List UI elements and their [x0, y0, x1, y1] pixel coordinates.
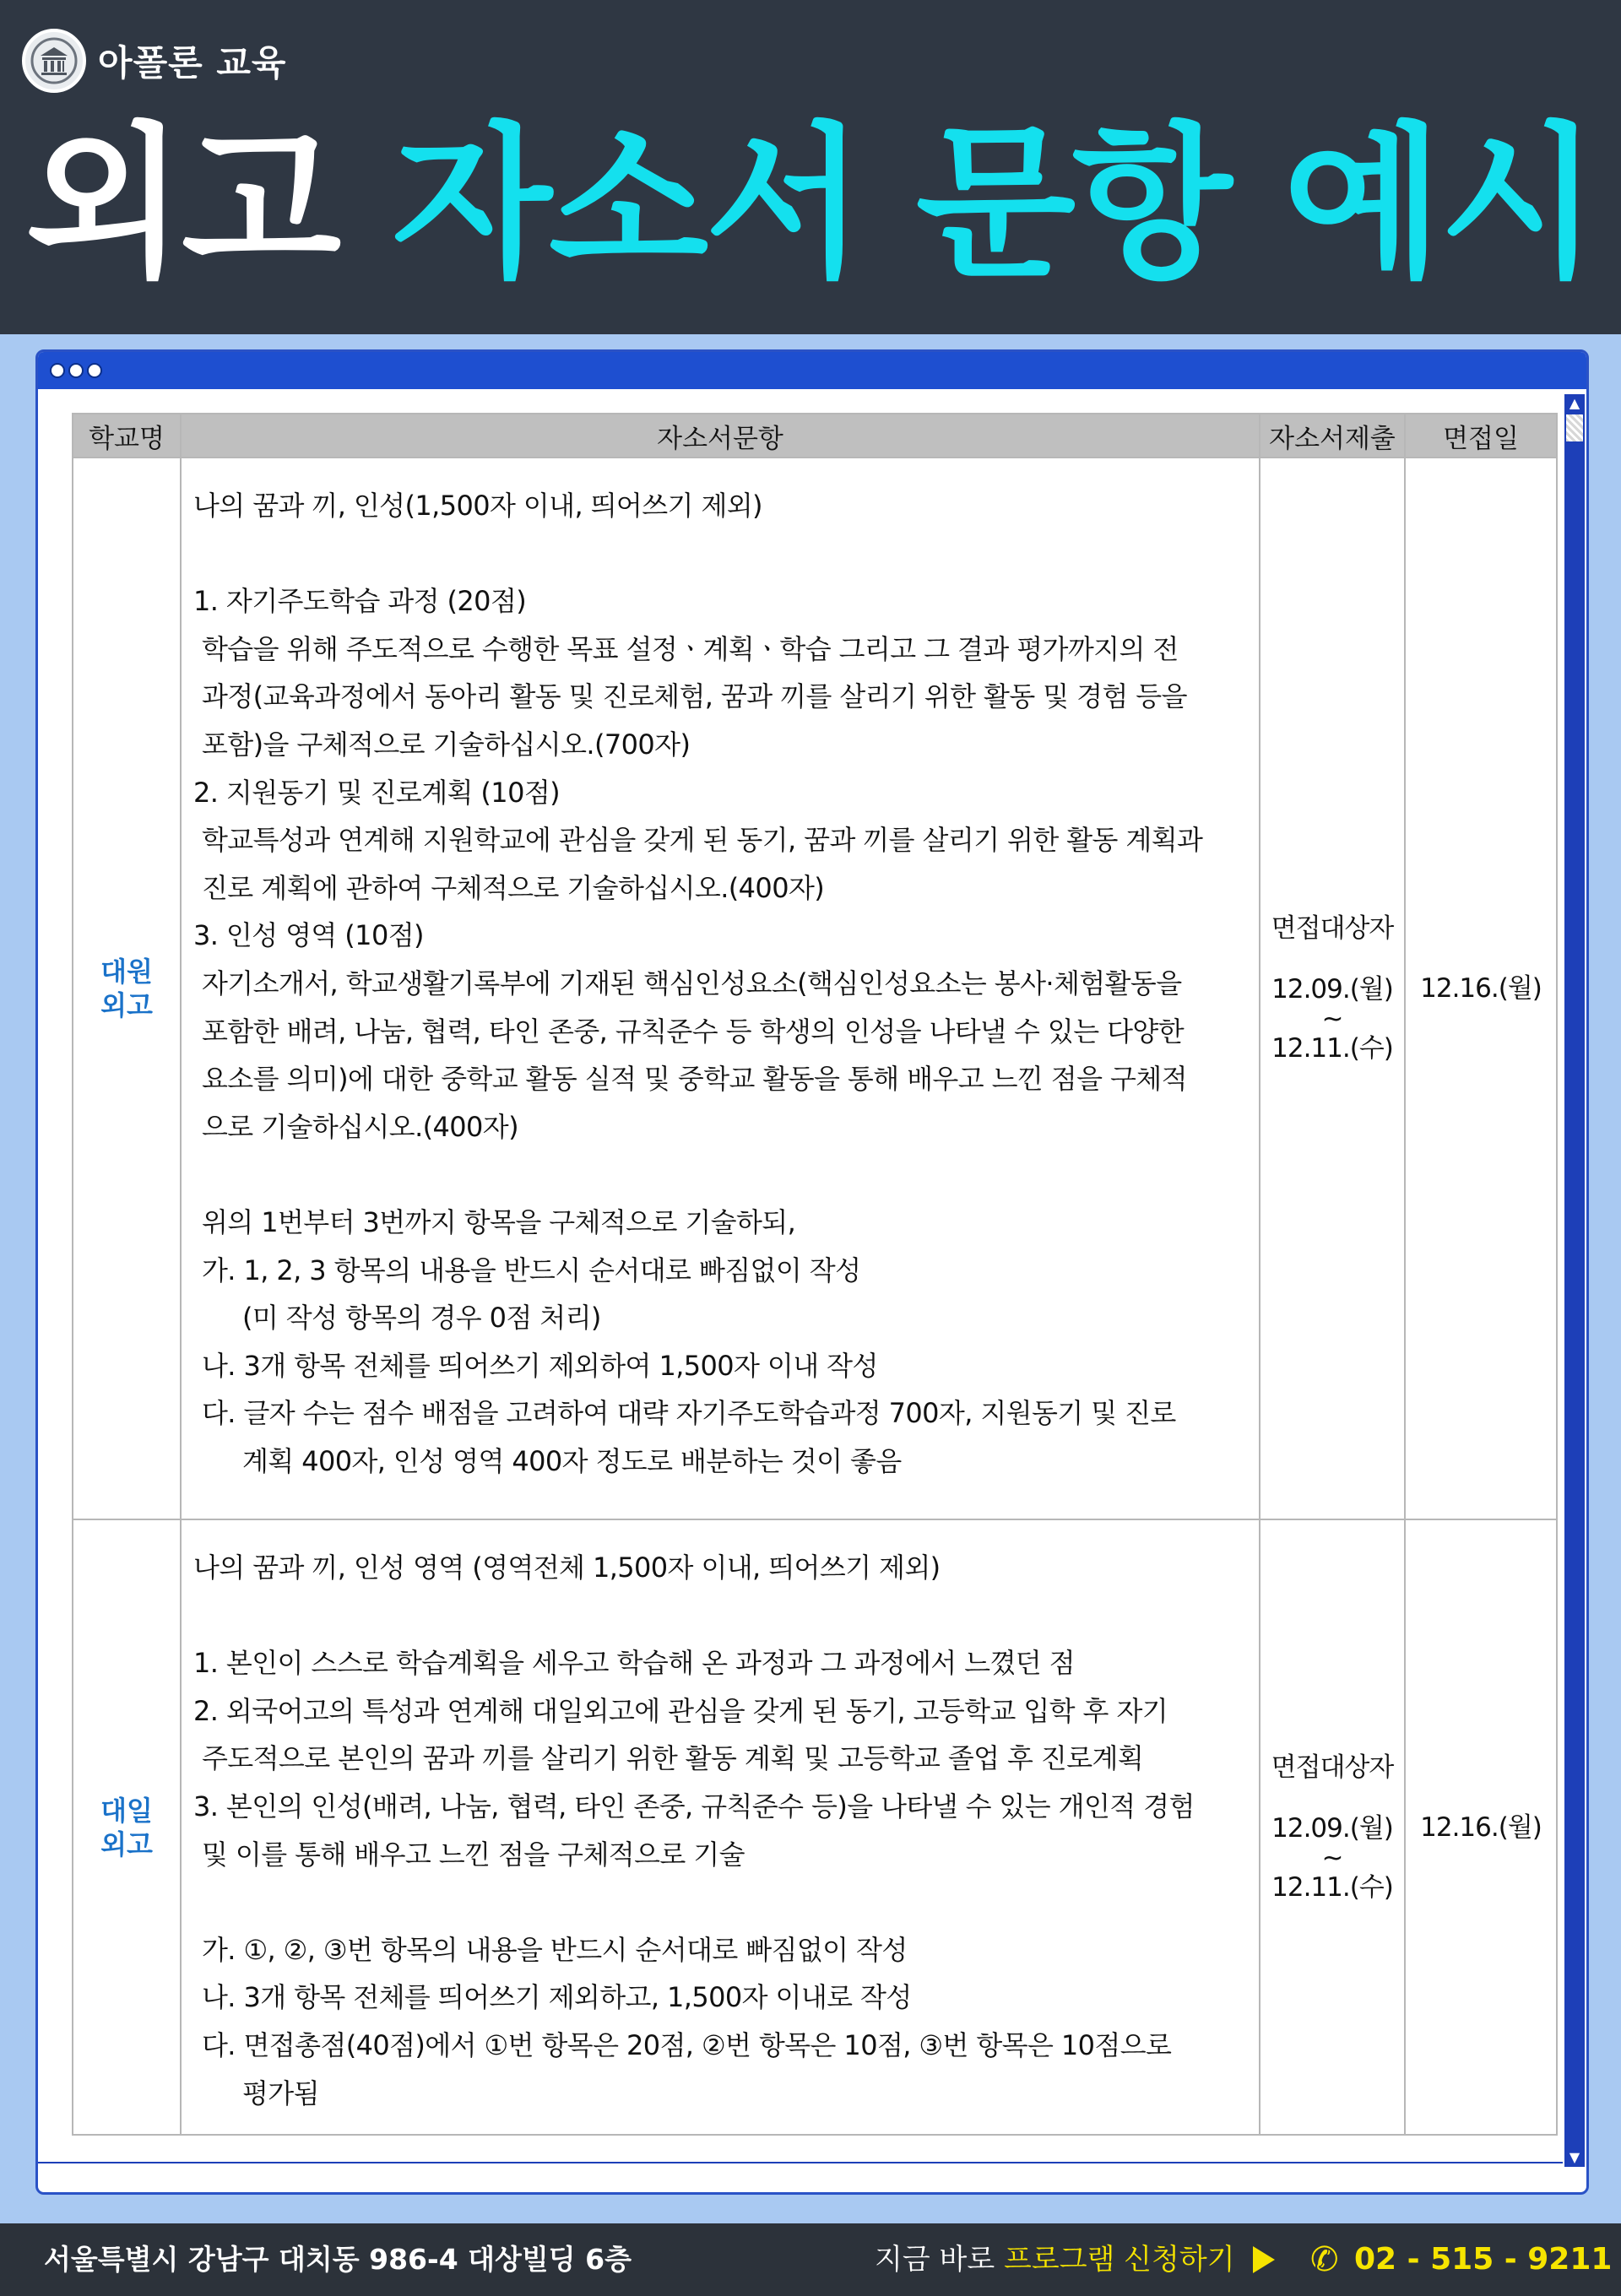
submission-start-date: 12.09.(월)	[1271, 1812, 1393, 1844]
question-line: 진로 계획에 관하여 구체적으로 기술하십시오.(400자)	[202, 871, 825, 904]
address-text: 서울특별시 강남구 대치동 986-4 대상빌딩 6층	[44, 2243, 632, 2276]
header-banner	[0, 0, 1621, 334]
phone-icon: ✆	[1310, 2240, 1339, 2279]
window-bottom-divider	[38, 2162, 1563, 2163]
question-line: 위의 1번부터 3번까지 항목을 구체적으로 기술하되,	[202, 1205, 796, 1238]
question-line: 계획 400자, 인성 영역 400자 정도로 배분하는 것이 좋음	[242, 1444, 902, 1477]
column-header-questions: 자소서문항	[181, 414, 1260, 458]
question-line: 나의 꿈과 끼, 인성 영역 (영역전체 1,500자 이내, 띄어쓰기 제외)	[193, 1551, 941, 1584]
interview-date-cell: 12.16.(월)	[1405, 458, 1557, 1519]
content-window	[35, 349, 1589, 2195]
column-header-submission: 자소서제출	[1260, 414, 1405, 458]
table-row	[73, 1519, 1557, 2135]
submission-label: 면접대상자	[1271, 1752, 1394, 1783]
question-line: 가. 1, 2, 3 항목의 내용을 반드시 순서대로 빠짐없이 작성	[202, 1254, 861, 1286]
blank-line	[193, 1151, 1250, 1199]
question-line: 1. 자기주도학습 과정 (20점)	[193, 585, 527, 618]
question-line: 2. 지원동기 및 진로계획 (10점)	[193, 776, 561, 809]
title-part-2: 자소서 문항 예시	[392, 108, 1597, 301]
school-name-line: 대일	[100, 1794, 153, 1827]
window-dot-icon	[50, 363, 65, 378]
apply-program-link[interactable]	[875, 2223, 1235, 2296]
submission-cell	[1260, 458, 1405, 1519]
question-line: 및 이를 통해 배우고 느낀 점을 구체적으로 기술	[202, 1838, 745, 1871]
scroll-down-arrow-icon[interactable]: ▼	[1569, 2149, 1580, 2165]
submission-end-date: 12.11.(수)	[1271, 1871, 1393, 1903]
question-line: 3. 인성 영역 (10점)	[193, 919, 424, 952]
interview-date-cell: 12.16.(월)	[1405, 1519, 1557, 2135]
question-line: 평가됨	[242, 2077, 319, 2109]
school-name-line: 대원	[100, 956, 153, 988]
vertical-scrollbar[interactable]	[1563, 394, 1585, 2167]
building-seal-icon	[22, 29, 86, 93]
blank-line	[193, 1592, 1250, 1640]
question-line: 으로 기술하십시오.(400자)	[202, 1110, 518, 1143]
question-line: 가. ①, ②, ③번 항목의 내용을 반드시 순서대로 빠짐없이 작성	[202, 1933, 908, 1966]
question-line: 다. 면접총점(40점)에서 ①번 항목은 20점, ②번 항목은 10점, ③번 항목은 10점으로	[202, 2028, 1172, 2061]
question-line: 나의 꿈과 끼, 인성(1,500자 이내, 띄어쓰기 제외)	[193, 490, 762, 522]
question-line: 과정(교육과정에서 동아리 활동 및 진로체험, 꿈과 끼를 살리기 위한 활동 및 경험 등을	[202, 680, 1187, 713]
submission-start-date: 12.09.(월)	[1271, 974, 1393, 1004]
column-header-interview: 면접일	[1405, 414, 1557, 458]
play-arrow-icon	[1253, 2246, 1275, 2273]
brand-name: 아폴론 교육	[98, 42, 287, 84]
question-line: 요소를 의미)에 대한 중학교 활동 실적 및 중학교 활동을 통해 배우고 느낀 점을 구체적	[202, 1063, 1187, 1096]
cta-highlight[interactable]: 프로그램 신청하기	[1004, 2243, 1235, 2277]
school-name-line: 외고	[100, 989, 153, 1021]
window-dot-icon	[68, 363, 84, 378]
question-line: 2. 외국어고의 특성과 연계해 대일외고에 관심을 갖게 된 동기, 고등학교 입학 후 자기	[193, 1694, 1168, 1727]
questions-cell	[181, 458, 1260, 1519]
questions-cell	[181, 1519, 1260, 2135]
blank-line	[193, 530, 1250, 578]
school-name-cell	[73, 458, 181, 1519]
submission-end-date: 12.11.(수)	[1271, 1033, 1393, 1064]
question-line: 나. 3개 항목 전체를 띄어쓰기 제외하고, 1,500자 이내로 작성	[202, 1981, 912, 2014]
essay-questions-table	[72, 413, 1558, 2136]
scroll-thumb[interactable]	[1566, 414, 1583, 441]
question-line: 포함한 배려, 나눔, 협력, 타인 존중, 규칙준수 등 학생의 인성을 나타낼 수 있는 다양한	[202, 1015, 1185, 1048]
question-line: 포함)을 구체적으로 기술하십시오.(700자)	[202, 728, 691, 761]
scroll-up-arrow-icon[interactable]: ▲	[1569, 395, 1580, 411]
submission-label: 면접대상자	[1271, 913, 1394, 944]
question-line: 1. 본인이 스스로 학습계획을 세우고 학습해 온 과정과 그 과정에서 느꼈던 점	[193, 1647, 1075, 1680]
question-line: 나. 3개 항목 전체를 띄어쓰기 제외하여 1,500자 이내 작성	[202, 1349, 878, 1382]
title-part-1: 외고	[24, 108, 339, 301]
question-line: (미 작성 항목의 경우 0점 처리)	[242, 1302, 601, 1335]
phone-number-link[interactable]: 02 - 515 - 9211	[1354, 2242, 1613, 2277]
column-header-school: 학교명	[73, 414, 181, 458]
submission-cell	[1260, 1519, 1405, 2135]
date-range-separator: ~	[1321, 1842, 1343, 1873]
cta-prefix: 지금 바로	[875, 2243, 1004, 2277]
question-line: 다. 글자 수는 점수 배점을 고려하여 대략 자기주도학습과정 700자, 지원동기 및 진로	[202, 1397, 1176, 1430]
window-dot-icon	[87, 363, 102, 378]
brand-logo[interactable]	[22, 29, 286, 93]
table-row	[73, 458, 1557, 1519]
window-titlebar	[38, 352, 1586, 389]
question-line: 주도적으로 본인의 꿈과 끼를 살리기 위한 활동 계획 및 고등학교 졸업 후 진로계획	[202, 1742, 1144, 1775]
footer-bar	[0, 2223, 1621, 2296]
question-line: 학습을 위해 주도적으로 수행한 목표 설정ㆍ계획ㆍ학습 그리고 그 결과 평가까지의 전	[202, 632, 1179, 665]
question-line: 학교특성과 연계해 지원학교에 관심을 갖게 된 동기, 꿈과 끼를 살리기 위한 활동 계획과	[202, 824, 1203, 857]
page-title	[0, 108, 1621, 301]
table-header-row	[73, 414, 1557, 458]
question-line: 자기소개서, 학교생활기록부에 기재된 핵심인성요소(핵심인성요소는 봉사·체험활동을	[202, 967, 1182, 999]
question-line: 3. 본인의 인성(배려, 나눔, 협력, 타인 존중, 규칙준수 등)을 나타낼 수 있는 개인적 경험	[193, 1790, 1195, 1822]
blank-line	[193, 1878, 1250, 1926]
school-name-cell	[73, 1519, 181, 2135]
date-range-separator: ~	[1321, 1004, 1343, 1034]
school-name-line: 외고	[100, 1828, 153, 1860]
